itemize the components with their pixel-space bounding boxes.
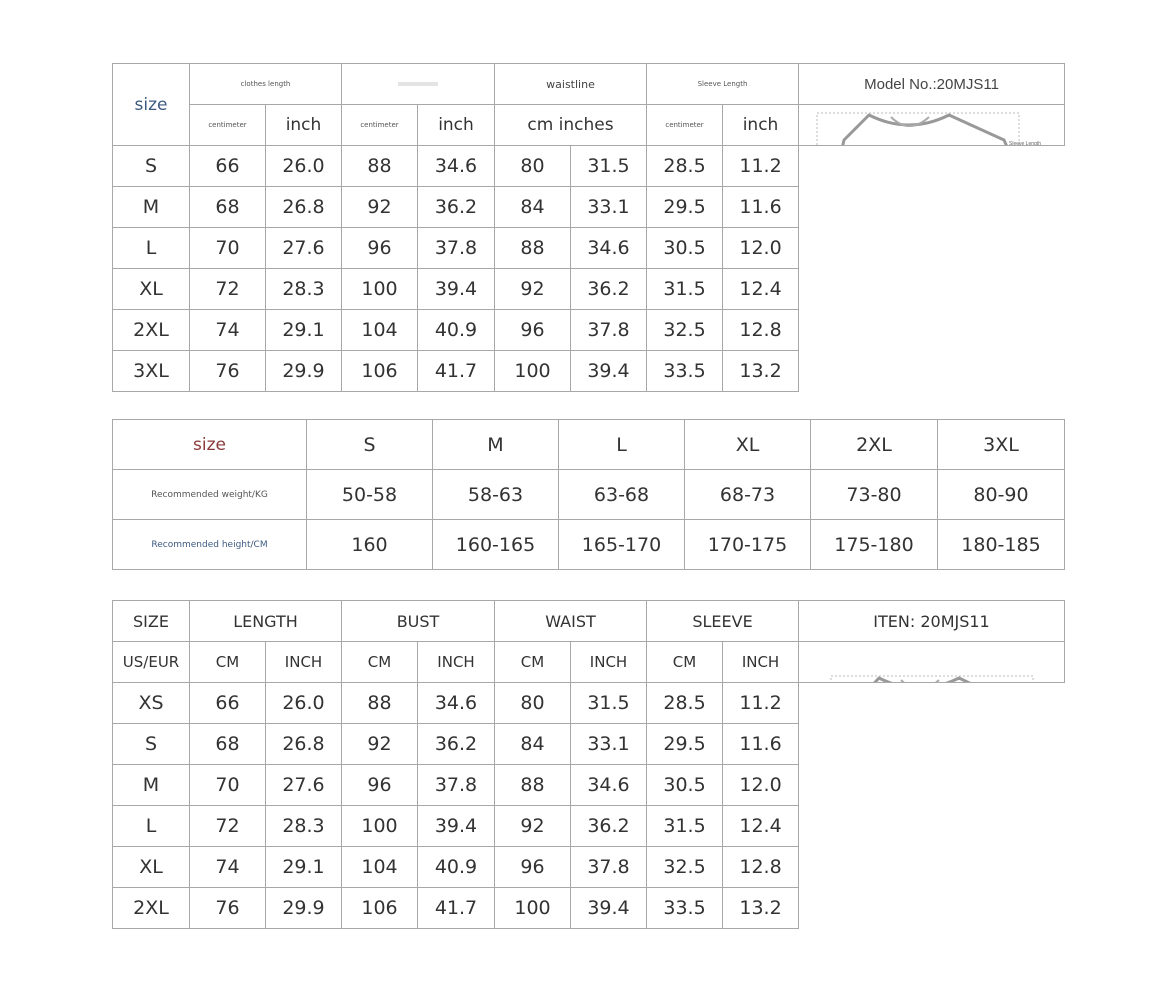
weight-value: 80-90 [938, 470, 1065, 520]
measurement-cell: 37.8 [418, 228, 495, 269]
unit-header: CM [647, 642, 723, 683]
unit-header: centimeter [190, 105, 266, 146]
height-value: 160 [307, 520, 433, 570]
measurement-cell: 31.5 [571, 146, 647, 187]
waist-header: WAIST [495, 601, 647, 642]
measurement-cell: 72 [190, 806, 266, 847]
weight-value: 63-68 [559, 470, 685, 520]
size-col: 2XL [811, 420, 938, 470]
measurement-cell: 33.5 [647, 351, 723, 392]
unit-header: cm inches [495, 105, 647, 146]
measurement-cell: 11.2 [723, 683, 799, 724]
height-value: 175-180 [811, 520, 938, 570]
measurement-cell: 80 [495, 683, 571, 724]
size-cell: XL [113, 847, 190, 888]
measurement-cell: 30.5 [647, 765, 723, 806]
table-row [113, 683, 1065, 724]
size-cell: L [113, 228, 190, 269]
measurement-cell: 104 [342, 847, 418, 888]
size-table-cm-inch [112, 63, 1065, 392]
size-cell: XS [113, 683, 190, 724]
tshirt-diagram-icon: Sleeve Bust Length Waist [799, 642, 1063, 683]
measurement-cell: 36.2 [418, 187, 495, 228]
measurement-cell: 29.1 [266, 847, 342, 888]
item-number: ITEN: 20MJS11 [799, 601, 1065, 642]
shirt-diagram-cell [799, 642, 1065, 821]
model-number: Model No.:20MJS11 [799, 64, 1065, 105]
tshirt-diagram-icon: Sleeve Length clothes length waistline [799, 105, 1063, 146]
measurement-cell: 74 [190, 310, 266, 351]
size-cell: XL [113, 269, 190, 310]
measurement-cell: 29.1 [266, 310, 342, 351]
sleeve-header: SLEEVE [647, 601, 799, 642]
measurement-cell: 36.2 [418, 724, 495, 765]
measurement-cell: 39.4 [418, 806, 495, 847]
unit-header: inch [723, 105, 799, 146]
weight-value: 73-80 [811, 470, 938, 520]
sleeve-length-header: Sleeve Length [647, 64, 799, 105]
measurement-cell: 74 [190, 847, 266, 888]
table-row [113, 724, 1065, 765]
measurement-cell: 96 [342, 228, 418, 269]
measurement-cell: 31.5 [647, 269, 723, 310]
measurement-cell: 106 [342, 888, 418, 929]
measurement-cell: 36.2 [571, 269, 647, 310]
measurement-cell: 72 [190, 269, 266, 310]
size-header: size [113, 64, 190, 146]
table-row [113, 847, 1065, 888]
measurement-cell: 32.5 [647, 310, 723, 351]
measurement-cell: 26.0 [266, 683, 342, 724]
measurement-cell: 26.8 [266, 187, 342, 228]
size-table-us-eur [112, 600, 1065, 929]
measurement-cell: 68 [190, 724, 266, 765]
measurement-cell: 26.8 [266, 724, 342, 765]
measurement-cell: 29.9 [266, 888, 342, 929]
measurement-cell: 84 [495, 724, 571, 765]
table-row [113, 187, 1065, 228]
table-row [113, 310, 1065, 351]
measurement-cell: 12.0 [723, 765, 799, 806]
weight-value: 68-73 [685, 470, 811, 520]
unit-header: inch [266, 105, 342, 146]
measurement-cell: 41.7 [418, 888, 495, 929]
measurement-cell: 13.2 [723, 888, 799, 929]
unit-header: centimeter [647, 105, 723, 146]
measurement-cell: 26.0 [266, 146, 342, 187]
height-label: Recommended height/CM [113, 520, 307, 570]
measurement-cell: 11.6 [723, 187, 799, 228]
table-row [113, 765, 1065, 806]
measurement-cell: 96 [495, 847, 571, 888]
measurement-cell: 92 [495, 806, 571, 847]
measurement-cell: 30.5 [647, 228, 723, 269]
measurement-cell: 39.4 [571, 888, 647, 929]
measurement-cell: 92 [495, 269, 571, 310]
measurement-cell: 92 [342, 724, 418, 765]
measurement-cell: 39.4 [418, 269, 495, 310]
unit-header: INCH [571, 642, 647, 683]
measurement-cell: 84 [495, 187, 571, 228]
measurement-cell: 104 [342, 310, 418, 351]
measurement-cell: 88 [342, 683, 418, 724]
measurement-cell: 100 [342, 269, 418, 310]
height-value: 165-170 [559, 520, 685, 570]
measurement-cell: 31.5 [571, 683, 647, 724]
measurement-cell: 96 [495, 310, 571, 351]
measurement-cell: 37.8 [418, 765, 495, 806]
measurement-cell: 100 [495, 888, 571, 929]
measurement-cell: 13.2 [723, 351, 799, 392]
measurement-cell: 31.5 [647, 806, 723, 847]
height-value: 180-185 [938, 520, 1065, 570]
measurement-cell: 40.9 [418, 310, 495, 351]
measurement-cell: 88 [495, 228, 571, 269]
measurement-cell: 29.5 [647, 724, 723, 765]
chest-header [342, 64, 495, 105]
recommended-size-table [112, 419, 1065, 570]
measurement-cell: 27.6 [266, 228, 342, 269]
size-cell: 2XL [113, 888, 190, 929]
height-value: 160-165 [433, 520, 559, 570]
measurement-cell: 12.8 [723, 847, 799, 888]
measurement-cell: 68 [190, 187, 266, 228]
measurement-cell: 28.5 [647, 146, 723, 187]
measurement-cell: 11.2 [723, 146, 799, 187]
unit-header: INCH [266, 642, 342, 683]
measurement-cell: 41.7 [418, 351, 495, 392]
measurement-cell: 70 [190, 228, 266, 269]
unit-header: INCH [418, 642, 495, 683]
measurement-cell: 33.1 [571, 724, 647, 765]
measurement-cell: 34.6 [418, 683, 495, 724]
measurement-cell: 39.4 [571, 351, 647, 392]
measurement-cell: 33.5 [647, 888, 723, 929]
table-row [113, 351, 1065, 392]
measurement-cell: 29.9 [266, 351, 342, 392]
measurement-cell: 27.6 [266, 765, 342, 806]
length-header: LENGTH [190, 601, 342, 642]
table-row [113, 228, 1065, 269]
measurement-cell: 28.5 [647, 683, 723, 724]
measurement-cell: 29.5 [647, 187, 723, 228]
measurement-cell: 96 [342, 765, 418, 806]
measurement-cell: 33.1 [571, 187, 647, 228]
measurement-cell: 28.3 [266, 806, 342, 847]
measurement-cell: 34.6 [418, 146, 495, 187]
measurement-cell: 36.2 [571, 806, 647, 847]
weight-label: Recommended weight/KG [113, 470, 307, 520]
unit-header: INCH [723, 642, 799, 683]
bust-header: BUST [342, 601, 495, 642]
unit-header: CM [190, 642, 266, 683]
unit-header: inch [418, 105, 495, 146]
weight-value: 50-58 [307, 470, 433, 520]
sleeve-length-label: Sleeve Length [1009, 141, 1042, 147]
measurement-cell: 80 [495, 146, 571, 187]
size-cell: M [113, 765, 190, 806]
measurement-cell: 66 [190, 146, 266, 187]
height-value: 170-175 [685, 520, 811, 570]
size-cell: M [113, 187, 190, 228]
measurement-cell: 88 [342, 146, 418, 187]
measurement-cell: 66 [190, 683, 266, 724]
measurement-cell: 12.0 [723, 228, 799, 269]
measurement-cell: 100 [342, 806, 418, 847]
measurement-cell: 37.8 [571, 310, 647, 351]
measurement-cell: 106 [342, 351, 418, 392]
measurement-cell: 37.8 [571, 847, 647, 888]
waistline-header: waistline [495, 64, 647, 105]
shirt-diagram-cell [799, 105, 1065, 255]
size-cell: 2XL [113, 310, 190, 351]
size-cell: S [113, 146, 190, 187]
size-header: SIZE [113, 601, 190, 642]
measurement-cell: 34.6 [571, 228, 647, 269]
measurement-cell: 28.3 [266, 269, 342, 310]
size-col: 3XL [938, 420, 1065, 470]
table-row [113, 269, 1065, 310]
size-cell: 3XL [113, 351, 190, 392]
measurement-cell: 11.6 [723, 724, 799, 765]
measurement-cell: 70 [190, 765, 266, 806]
size-col: XL [685, 420, 811, 470]
clothes-length-header: clothes length [190, 64, 342, 105]
measurement-cell: 32.5 [647, 847, 723, 888]
measurement-cell: 12.4 [723, 806, 799, 847]
size-header: size [113, 420, 307, 470]
unit-header: CM [495, 642, 571, 683]
unit-header: CM [342, 642, 418, 683]
measurement-cell: 34.6 [571, 765, 647, 806]
measurement-cell: 92 [342, 187, 418, 228]
measurement-cell: 76 [190, 351, 266, 392]
table-row [113, 806, 1065, 847]
measurement-cell: 12.4 [723, 269, 799, 310]
measurement-cell: 100 [495, 351, 571, 392]
size-cell: S [113, 724, 190, 765]
weight-value: 58-63 [433, 470, 559, 520]
size-col: M [433, 420, 559, 470]
table-row [113, 146, 1065, 187]
unit-header: US/EUR [113, 642, 190, 683]
size-cell: L [113, 806, 190, 847]
table-row [113, 888, 1065, 929]
measurement-cell: 12.8 [723, 310, 799, 351]
measurement-cell: 76 [190, 888, 266, 929]
measurement-cell: 88 [495, 765, 571, 806]
unit-header: centimeter [342, 105, 418, 146]
size-col: S [307, 420, 433, 470]
measurement-cell: 40.9 [418, 847, 495, 888]
size-col: L [559, 420, 685, 470]
